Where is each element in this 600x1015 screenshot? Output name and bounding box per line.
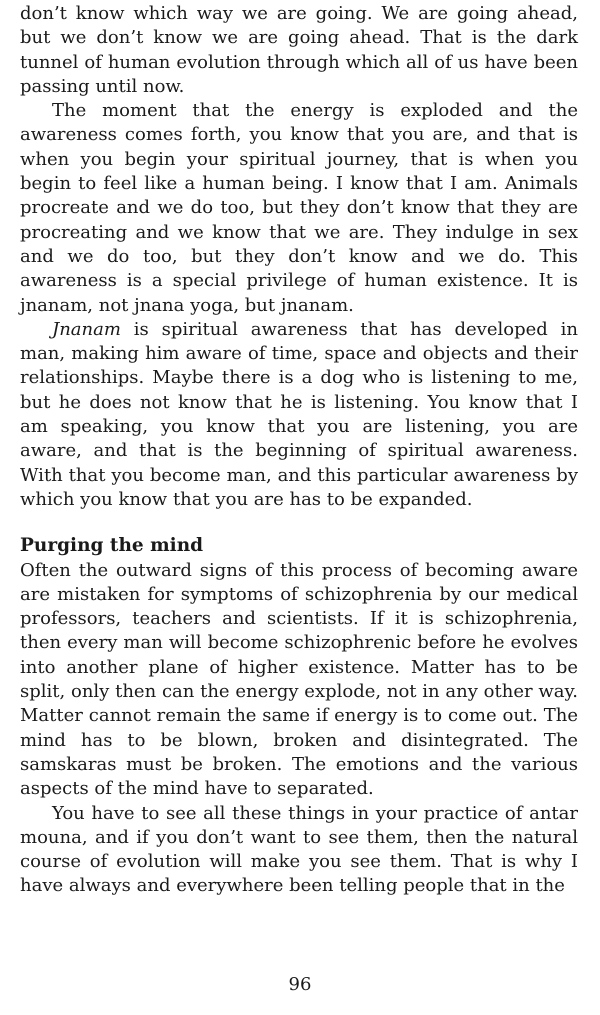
jnanam-paragraph-text: is spiritual awareness that has developed in man, making him aware of time, space and objects and their relationships. Maybe there is a dog who is listening to me, but he does not know that he is listening. You know that I am speaking, you know that you are listening, you are aware, and that is the beginning of spiritual awareness. With that you become man, and this particular awareness by which you know that you are has to be expanded.: [20, 318, 578, 510]
paragraph-continuation: don’t know which way we are going. We are going ahead, but we don’t know we are going ahead. That is the dark tunnel of human evolution through which all of us have been passing until now.: [20, 3, 578, 97]
book-page: [20, 0, 578, 899]
jnanam-italic-term: Jnanam: [52, 318, 121, 340]
section-heading: Purging the mind: [20, 535, 204, 557]
paragraph-schizophrenia: Often the outward signs of this process of becoming aware are mistaken for symptoms of schizophrenia by our medical professors, teachers and scientists. If it is schizophrenia, then every man will become schizophrenic before he evolves into another plane of higher existence. Matter has to be split, only then can the energy explode, not in any other way. Matter cannot remain the same if energy is to come out. The mind has to be blown, broken and disintegrated. The samskaras must be broken. The emotions and the various aspects of the mind have to separated.: [20, 559, 578, 800]
page-number: 96: [288, 974, 312, 995]
paragraph-antar-mouna: You have to see all these things in your practice of antar mouna, and if you don’t want to see them, then the natural course of evolution will make you see them. That is why I have always and everywhere been telling people that in the: [20, 802, 578, 897]
paragraph-jnanam: [20, 318, 578, 512]
paragraph-energy-awareness: The moment that the energy is exploded and the awareness comes forth, you know that you are, and that is when you begin your spiritual journey, that is when you begin to feel like a human being. I know that I am. Animals procreate and we do too, but they don’t know that they are procreating and we know that we are. They indulge in sex and we do too, but they don’t know and we do. This awareness is a special privilege of human existence. It is jnanam, not jnana yoga, but jnanam.: [20, 100, 578, 316]
